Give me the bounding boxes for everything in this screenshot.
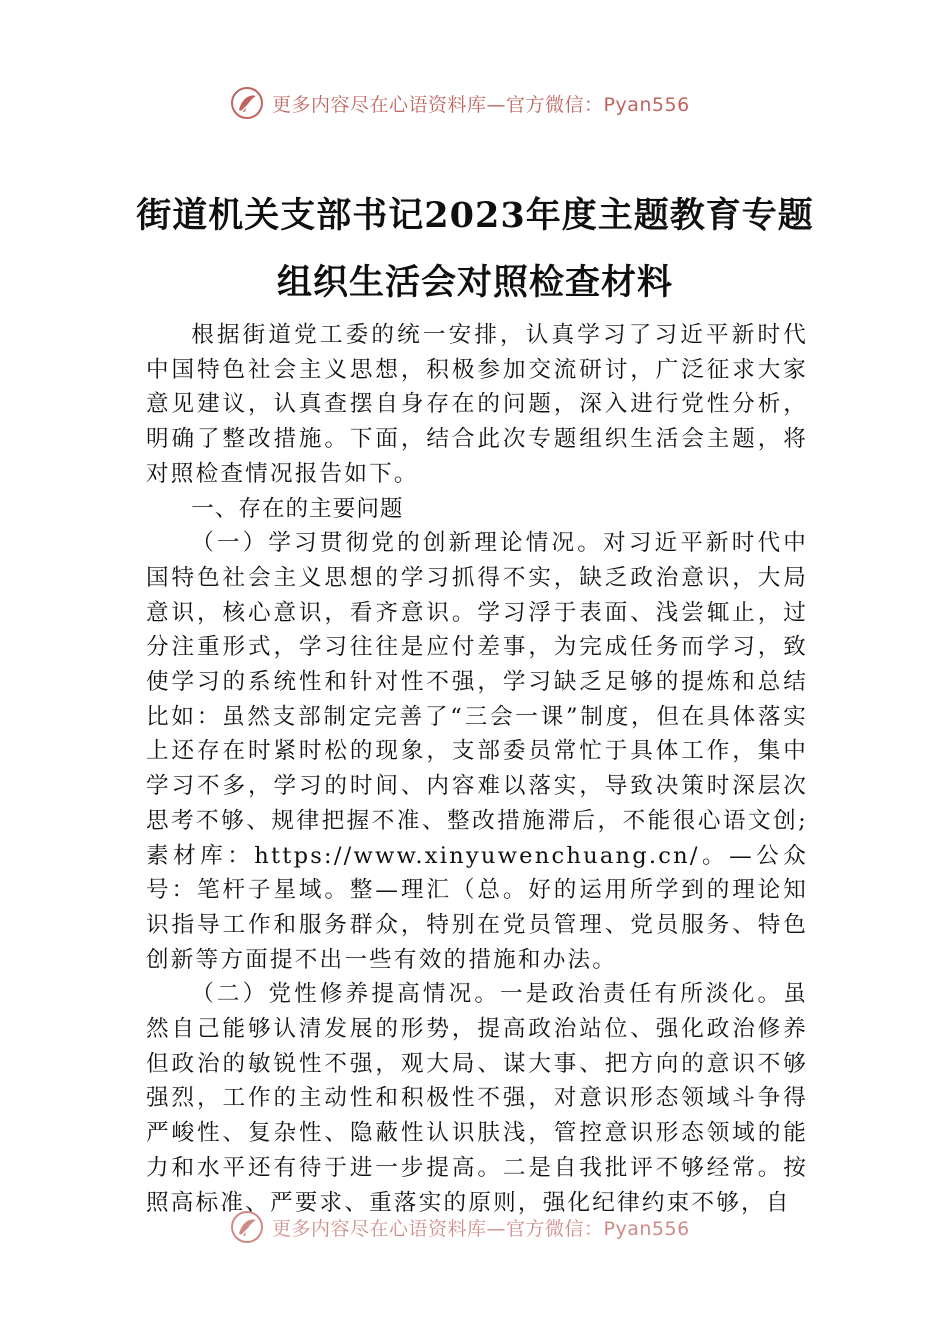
logo-icon bbox=[230, 1210, 264, 1244]
document-title-line1: 街道机关支部书记2023年度主题教育专题 bbox=[136, 195, 814, 236]
watermark-text: 更多内容尽在心语资料库—官方微信：Pyan556 bbox=[272, 1217, 690, 1240]
logo-icon bbox=[230, 86, 264, 120]
paragraph-party-spirit: （二）党性修养提高情况。一是政治责任有所淡化。虽然自己能够认清发展的形势，提高政治站位、强化政治修养但政治的敏锐性不强，观大局、谋大事、把方向的意识不够强烈，工作的主动性和积极性不强，对意识形态领域斗争得严峻性、复杂性、隐蔽性认识肤浅，管控意识形态领域的能力和水平还有待于进一步提高。二是自我批评不够经常。按照高标准、严要求、重落实的原则，强化纪律约束不够，自 bbox=[146, 981, 808, 1216]
section-heading: 一、存在的主要问题 bbox=[191, 495, 404, 522]
watermark-text: 更多内容尽在心语资料库—官方微信：Pyan556 bbox=[272, 93, 690, 116]
watermark-banner-top bbox=[230, 84, 750, 122]
watermark-banner-bottom bbox=[230, 1208, 750, 1246]
document-body bbox=[146, 318, 808, 1220]
paragraph-study: （一）学习贯彻党的创新理论情况。对习近平新时代中国特色社会主义思想的学习抓得不实，缺乏政治意识，大局意识，核心意识，看齐意识。学习浮于表面、浅尝辄止，过分注重形式，学习往往是应付差事，为完成任务而学习，致使学习的系统性和针对性不强，学习缺乏足够的提炼和总结比如：虽然支部制定完善了“三会一课”制度，但在具体落实上还存在时紧时松的现象，支部委员常忙于具体工作，集中学习不多，学习的时间、内容难以落实，导致决策时深层次思考不够、规律把握不准、整改措施滞后，不能很心语文创;素材库：https://www.xinyuwenchuang.cn/。—公众号：笔杆子星域。整—理汇（总。好的运用所学到的理论知识指导工作和服务群众，特别在党员管理、党员服务、特色创新等方面提不出一些有效的措施和办法。 bbox=[146, 530, 808, 973]
intro-paragraph: 根据街道党工委的统一安排，认真学习了习近平新时代中国特色社会主义思想，积极参加交流研讨，广泛征求大家意见建议，认真查摆自身存在的问题，深入进行党性分析，明确了整改措施。下面，结合此次专题组织生活会主题，将对照检查情况报告如下。 bbox=[146, 322, 808, 487]
document-title-line2: 组织生活会对照检查材料 bbox=[276, 262, 673, 303]
